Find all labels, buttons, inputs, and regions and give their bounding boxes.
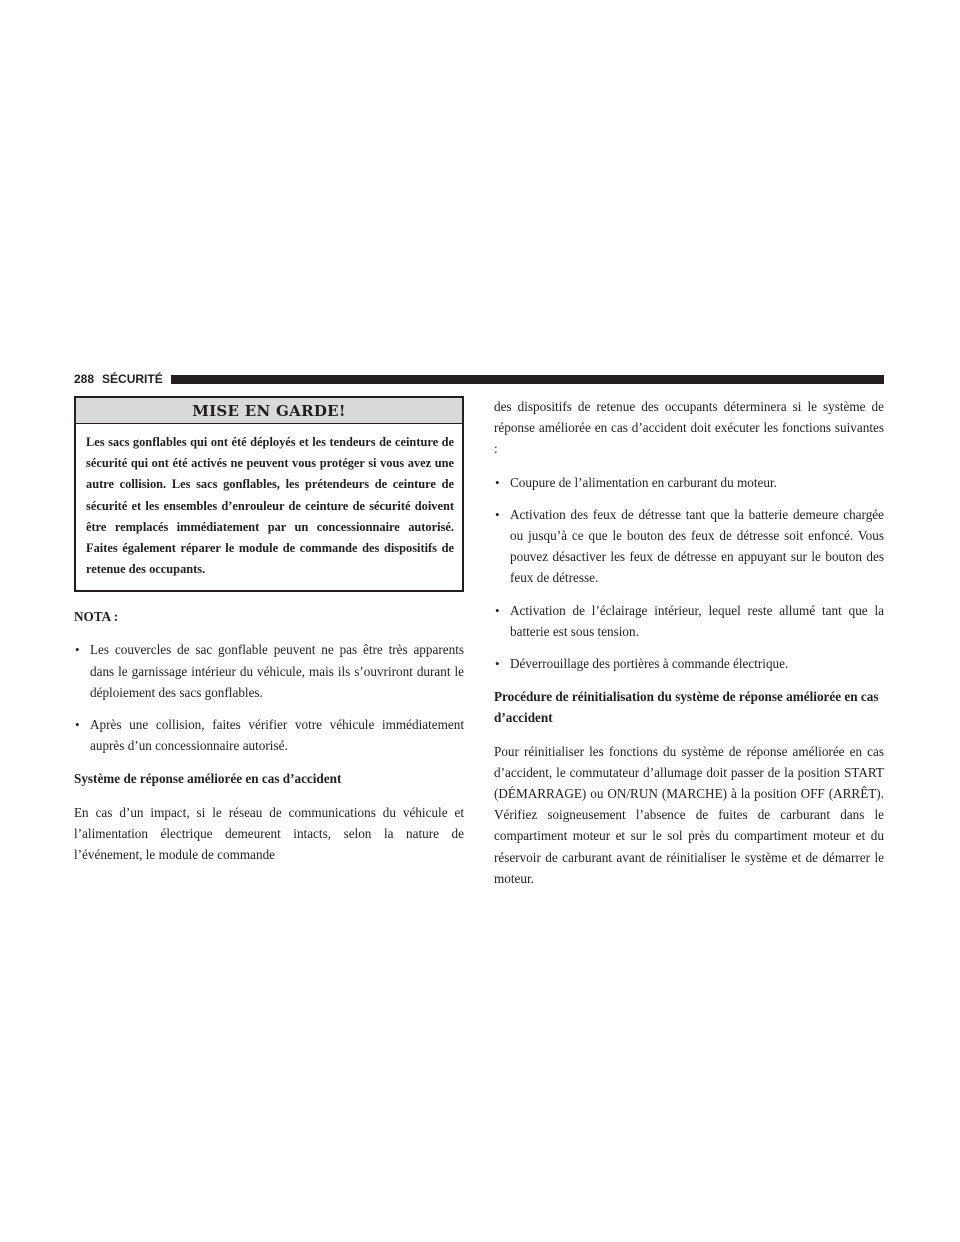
nota-list	[74, 639, 464, 756]
warning-body	[76, 424, 462, 590]
bullet-icon: •	[495, 506, 500, 522]
bullet-icon: •	[495, 474, 500, 490]
page-number: 288	[74, 372, 95, 386]
list-item: • Activation de l’éclairage intérieur, lequel reste allumé tant que la batterie est sous tension.	[494, 600, 884, 642]
list-item: • Coupure de l’alimentation en carburant du moteur.	[494, 472, 884, 493]
section-heading: Système de réponse améliorée en cas d’accident	[74, 771, 342, 787]
bullet-icon: •	[75, 642, 80, 658]
section-title: SÉCURITÉ	[102, 372, 163, 386]
left-column	[74, 396, 464, 865]
warning-box	[74, 396, 464, 592]
nota-label: NOTA :	[74, 609, 119, 625]
bullet-icon: •	[495, 656, 500, 672]
list-item: • Après une collision, faites vérifier votre véhicule immédiatement auprès d’un concessionnaire autorisé.	[74, 714, 464, 756]
list-item: • Déverrouillage des portières à commande électrique.	[494, 653, 884, 674]
warning-title: MISE EN GARDE!	[76, 398, 462, 424]
paragraph: des dispositifs de retenue des occupants déterminera si le système de réponse améliorée en cas d’accident doit exécuter les fonctions suivantes :	[494, 399, 884, 457]
list-item: • Les couvercles de sac gonflable peuvent ne pas être très apparents dans le garnissage intérieur du véhicule, mais ils s’ouvriront durant le déploiement des sacs gonflables.	[74, 639, 464, 703]
page-header	[74, 372, 884, 386]
bullet-icon: •	[75, 717, 80, 733]
paragraph: En cas d’un impact, si le réseau de communications du véhicule et l’alimentation électrique demeurent intacts, selon la nature de l’événement, le module de commande	[74, 804, 464, 863]
bullet-icon: •	[495, 602, 500, 618]
section-heading: Procédure de réinitialisation du système de réponse améliorée en cas d’accident	[494, 689, 879, 726]
paragraph: Pour réinitialiser les fonctions du système de réponse améliorée en cas d’accident, le commutateur d’allumage doit passer de la position START (DÉMARRAGE) ou ON/RUN (MARCHE) à la position OFF (ARRÊT). Vérifiez soigneusement l’absence de fuites de carburant dans le compartiment moteur et sur le sol près du compartiment moteur et du réservoir de carburant avant de réinitialiser le système et de démarrer le moteur.	[494, 743, 884, 886]
functions-list	[494, 472, 884, 675]
list-item: • Activation des feux de détresse tant que la batterie demeure chargée ou jusqu’à ce que le bouton des feux de détresse soit enfoncé. Vous pouvez désactiver les feux de détresse en appuyant sur le bouton des feux de détresse.	[494, 504, 884, 589]
header-rule	[171, 375, 884, 384]
warning-text: Les sacs gonflables qui ont été déployés et les tendeurs de ceinture de sécurité qui ont été activés ne peuvent vous protéger si vous avez une autre collision. Les sacs gonflables, les prétendeurs de ceinture de sécurité et les ensembles d’enrouleur de ceinture de sécurité doivent être remplacés immédiatement par un concessionnaire autorisé. Faites également réparer le module de commande des dispositifs de retenue des occupants.	[86, 435, 454, 577]
right-column	[494, 396, 884, 889]
